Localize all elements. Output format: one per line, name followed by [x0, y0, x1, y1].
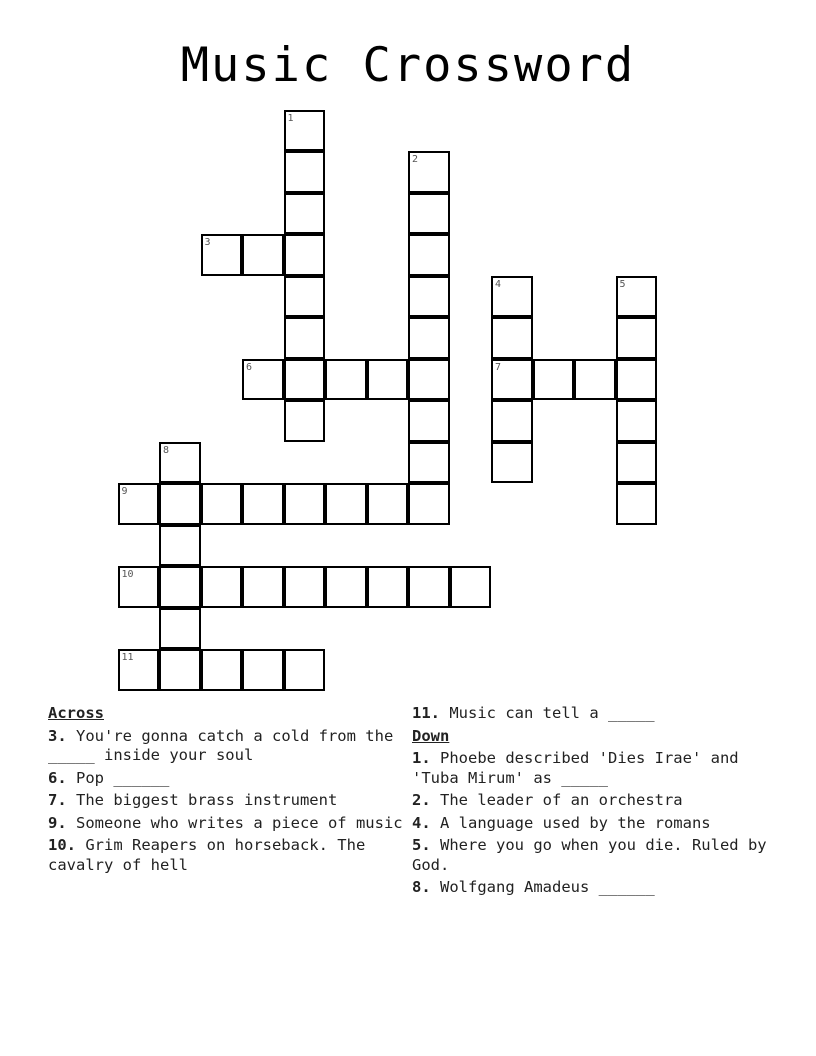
grid-cell[interactable] [159, 649, 201, 691]
clue-text: Where you go when you die. Ruled by God. [412, 836, 767, 874]
grid-cell[interactable] [408, 359, 450, 401]
grid-cell[interactable] [450, 566, 492, 608]
grid-cell[interactable] [616, 276, 658, 318]
grid-cell[interactable] [201, 649, 243, 691]
grid-cell[interactable] [491, 276, 533, 318]
grid-cell[interactable] [242, 483, 284, 525]
clue-number: 11. [412, 704, 440, 722]
grid-cell[interactable] [616, 442, 658, 484]
clue-text: Wolfgang Amadeus ______ [440, 878, 655, 896]
grid-cell[interactable] [616, 483, 658, 525]
grid-cell[interactable] [159, 566, 201, 608]
clue-down-5 [412, 836, 772, 875]
grid-cell[interactable] [491, 400, 533, 442]
grid-cell[interactable] [242, 234, 284, 276]
cell-number: 1 [287, 112, 294, 124]
clue-text: A language used by the romans [440, 813, 711, 832]
grid-cell[interactable] [284, 193, 326, 235]
grid-cell[interactable] [201, 566, 243, 608]
cell-number: 11 [121, 652, 134, 663]
grid-cell[interactable] [533, 359, 575, 401]
clues-column-left [48, 704, 408, 878]
grid-cell[interactable] [325, 483, 367, 525]
grid-cell[interactable] [118, 566, 160, 608]
clue-number: 2. [412, 791, 431, 809]
cell-number: 6 [246, 361, 253, 373]
cell-number: 7 [495, 361, 502, 373]
clue-across-9 [48, 814, 408, 834]
grid-cell[interactable] [284, 151, 326, 193]
cell-number: 9 [121, 486, 128, 497]
clue-down-2 [412, 791, 772, 811]
page-title: Music Crossword [180, 38, 636, 93]
clue-text: Music can tell a _____ [449, 704, 655, 722]
grid-cell[interactable] [408, 276, 450, 318]
clue-number: 4. [412, 813, 431, 832]
cell-number: 2 [412, 154, 419, 165]
grid-cell[interactable] [284, 359, 326, 401]
grid-cell[interactable] [159, 525, 201, 567]
clue-text: Grim Reapers on horseback. The cavalry of hell [48, 836, 366, 874]
grid-cell[interactable] [159, 608, 201, 650]
grid-cell[interactable] [367, 483, 409, 525]
grid-cell[interactable] [284, 483, 326, 525]
grid-cell[interactable] [284, 317, 326, 359]
grid-cell[interactable] [201, 483, 243, 525]
grid-cell[interactable] [159, 442, 201, 484]
clue-text: You're gonna catch a cold from the _____ inside your soul [48, 726, 394, 764]
clue-text: Someone who writes a piece of music [76, 813, 403, 832]
across-heading: Across [48, 704, 104, 722]
clue-across-10 [48, 836, 408, 875]
grid-cell[interactable] [284, 566, 326, 608]
clue-number: 6. [48, 768, 67, 787]
grid-cell[interactable] [325, 566, 367, 608]
cell-number: 3 [204, 237, 211, 248]
clue-down-1 [412, 749, 772, 788]
grid-cell[interactable] [242, 649, 284, 691]
clue-number: 5. [412, 836, 431, 854]
grid-cell[interactable] [616, 400, 658, 442]
grid-cell[interactable] [491, 317, 533, 359]
clue-number: 3. [48, 726, 67, 745]
grid-cell[interactable] [408, 400, 450, 442]
grid-cell[interactable] [408, 234, 450, 276]
grid-cell[interactable] [284, 400, 326, 442]
clue-text: The leader of an orchestra [440, 791, 683, 809]
clue-across-11 [412, 704, 772, 724]
clue-number: 9. [48, 813, 67, 832]
grid-cell[interactable] [118, 483, 160, 525]
grid-cell[interactable] [284, 110, 326, 152]
grid-cell[interactable] [118, 649, 160, 691]
grid-cell[interactable] [242, 566, 284, 608]
cell-number: 5 [619, 278, 626, 290]
clue-number: 1. [412, 749, 431, 767]
grid-cell[interactable] [325, 359, 367, 401]
grid-cell[interactable] [284, 649, 326, 691]
grid-cell[interactable] [616, 359, 658, 401]
grid-cell[interactable] [408, 442, 450, 484]
clue-down-8 [412, 878, 772, 898]
grid-cell[interactable] [616, 317, 658, 359]
clue-number: 8. [412, 878, 431, 896]
grid-cell[interactable] [408, 317, 450, 359]
grid-cell[interactable] [367, 566, 409, 608]
grid-cell[interactable] [574, 359, 616, 401]
clue-number: 7. [48, 791, 67, 809]
clues-column-right [412, 704, 772, 901]
grid-cell[interactable] [284, 276, 326, 318]
grid-cell[interactable] [491, 359, 533, 401]
down-heading: Down [412, 726, 450, 745]
clue-across-7 [48, 791, 408, 811]
clue-number: 10. [48, 836, 76, 854]
clue-text: Pop ______ [76, 768, 170, 787]
grid-cell[interactable] [159, 483, 201, 525]
clue-across-6 [48, 769, 408, 789]
grid-cell[interactable] [201, 234, 243, 276]
grid-cell[interactable] [408, 193, 450, 235]
cell-number: 8 [163, 444, 170, 456]
cell-number: 4 [495, 278, 502, 290]
grid-cell[interactable] [408, 151, 450, 193]
clue-text: The biggest brass instrument [76, 791, 338, 809]
grid-cell[interactable] [367, 359, 409, 401]
grid-cell[interactable] [284, 234, 326, 276]
clue-across-3 [48, 727, 408, 766]
clue-text: Phoebe described 'Dies Irae' and 'Tuba Mirum' as _____ [412, 749, 739, 787]
cell-number: 10 [121, 569, 134, 580]
grid-cell[interactable] [408, 483, 450, 525]
grid-cell[interactable] [491, 442, 533, 484]
grid-cell[interactable] [242, 359, 284, 401]
clue-down-4 [412, 814, 772, 834]
grid-cell[interactable] [408, 566, 450, 608]
